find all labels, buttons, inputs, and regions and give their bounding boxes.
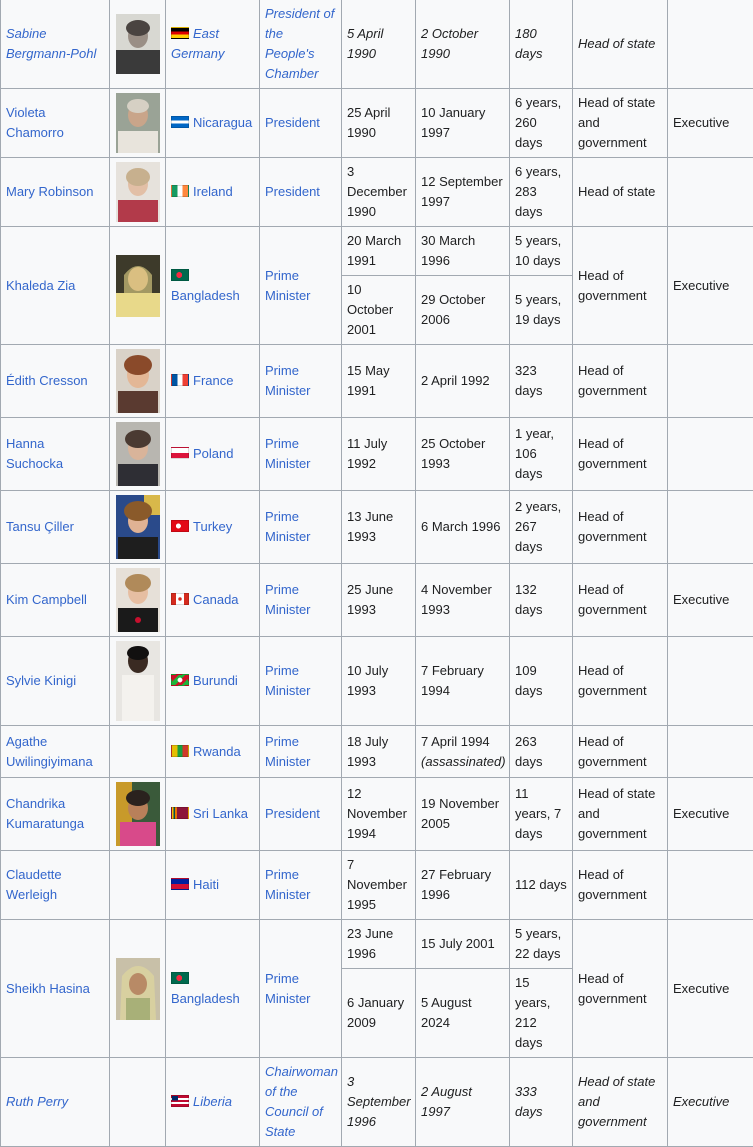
office-cell[interactable] — [260, 778, 342, 851]
office-cell[interactable] — [260, 89, 342, 158]
term-start-cell: 15 May 1991 — [342, 345, 416, 418]
bangladesh-flag-icon — [171, 269, 189, 281]
table-row — [1, 418, 753, 491]
table-row — [1, 491, 753, 564]
leader-name-cell[interactable] — [1, 726, 110, 778]
office-link[interactable]: President of the People's Chamber — [265, 6, 334, 81]
leader-name-link[interactable]: Hanna Suchocka — [6, 436, 63, 471]
leader-name-cell[interactable] — [1, 564, 110, 637]
portrait-cell — [110, 726, 166, 778]
ireland-flag-icon — [171, 185, 189, 197]
term-end-cell: 5 August 2024 — [416, 969, 510, 1058]
office-cell[interactable] — [260, 227, 342, 345]
leader-name-cell[interactable] — [1, 491, 110, 564]
term-start-cell: 10 October 2001 — [342, 276, 416, 345]
term-duration-cell: 6 years, 283 days — [510, 158, 573, 227]
term-end-cell — [416, 726, 510, 778]
country-link[interactable]: Canada — [193, 592, 239, 607]
table-row — [1, 89, 753, 158]
term-duration-cell: 180 days — [510, 0, 573, 89]
term-start-cell: 12 November 1994 — [342, 778, 416, 851]
leader-name-link[interactable]: Tansu Çiller — [6, 519, 74, 534]
term-duration-cell: 263 days — [510, 726, 573, 778]
term-duration-cell: 5 years, 19 days — [510, 276, 573, 345]
portrait-cell — [110, 920, 166, 1058]
office-cell[interactable] — [260, 564, 342, 637]
poland-flag-icon — [171, 447, 189, 459]
leader-name-link[interactable]: Violeta Chamorro — [6, 105, 64, 140]
term-end-cell: 6 March 1996 — [416, 491, 510, 564]
power-cell — [668, 345, 753, 418]
leader-name-link[interactable]: Claudette Werleigh — [6, 867, 62, 902]
portrait-image[interactable] — [116, 958, 160, 1020]
country-cell[interactable] — [166, 227, 260, 345]
term-start-cell: 13 June 1993 — [342, 491, 416, 564]
portrait-image[interactable] — [116, 349, 160, 413]
leader-name-cell[interactable] — [1, 89, 110, 158]
country-link[interactable]: Ireland — [193, 184, 233, 199]
france-flag-icon — [171, 374, 189, 386]
term-end-cell: 25 October 1993 — [416, 418, 510, 491]
office-link[interactable]: Prime Minister — [265, 509, 311, 544]
leader-name-cell[interactable] — [1, 920, 110, 1058]
nicaragua-flag-icon — [171, 116, 189, 128]
term-end-cell: 12 September 1997 — [416, 158, 510, 227]
turkey-flag-icon — [171, 520, 189, 532]
portrait-cell — [110, 1058, 166, 1147]
table-row — [1, 726, 753, 778]
term-start-cell: 20 March 1991 — [342, 227, 416, 276]
role-cell: Head of state — [573, 158, 668, 227]
term-start-cell: 23 June 1996 — [342, 920, 416, 969]
term-duration-cell: 5 years, 22 days — [510, 920, 573, 969]
portrait-image[interactable] — [116, 782, 160, 846]
term-end-cell: 29 October 2006 — [416, 276, 510, 345]
burundi-flag-icon — [171, 674, 189, 686]
power-cell — [668, 726, 753, 778]
office-cell[interactable] — [260, 920, 342, 1058]
country-link[interactable]: Liberia — [193, 1094, 232, 1109]
role-cell: Head of state — [573, 0, 668, 89]
leader-name-cell[interactable] — [1, 778, 110, 851]
role-cell: Head of government — [573, 637, 668, 726]
office-link[interactable]: President — [265, 115, 320, 130]
portrait-cell — [110, 851, 166, 920]
country-link[interactable]: Bangladesh — [171, 991, 240, 1006]
leader-name-cell[interactable] — [1, 158, 110, 227]
term-start-cell: 7 November 1995 — [342, 851, 416, 920]
power-cell — [668, 491, 753, 564]
leader-name-link[interactable]: Agathe Uwilingiyimana — [6, 734, 93, 769]
term-start-cell: 18 July 1993 — [342, 726, 416, 778]
country-cell[interactable] — [166, 637, 260, 726]
office-cell[interactable] — [260, 0, 342, 89]
table-row — [1, 345, 753, 418]
bangladesh-flag-icon — [171, 972, 189, 984]
leader-name-cell[interactable] — [1, 0, 110, 89]
portrait-cell — [110, 0, 166, 89]
term-duration-cell: 5 years, 10 days — [510, 227, 573, 276]
role-cell: Head of state and government — [573, 1058, 668, 1147]
term-end-cell: 4 November 1993 — [416, 564, 510, 637]
portrait-image[interactable] — [116, 422, 160, 486]
term-end-cell: 7 February 1994 — [416, 637, 510, 726]
leader-name-cell[interactable] — [1, 345, 110, 418]
leader-name-link[interactable]: Mary Robinson — [6, 184, 93, 199]
office-cell[interactable] — [260, 726, 342, 778]
term-start-cell: 3 September 1996 — [342, 1058, 416, 1147]
table-row — [1, 564, 753, 637]
power-cell — [668, 851, 753, 920]
leader-name-cell[interactable] — [1, 851, 110, 920]
office-link[interactable]: President — [265, 806, 320, 821]
country-link[interactable]: Turkey — [193, 519, 232, 534]
power-cell — [668, 418, 753, 491]
country-link[interactable]: East Germany — [171, 26, 224, 61]
term-duration-cell: 112 days — [510, 851, 573, 920]
power-cell: Executive — [668, 920, 753, 1058]
leader-name-cell[interactable] — [1, 637, 110, 726]
role-cell: Head of government — [573, 491, 668, 564]
leader-name-cell[interactable] — [1, 1058, 110, 1147]
country-cell[interactable] — [166, 345, 260, 418]
term-end-cell: 30 March 1996 — [416, 227, 510, 276]
term-duration-cell: 1 year, 106 days — [510, 418, 573, 491]
power-cell: Executive — [668, 778, 753, 851]
portrait-cell — [110, 637, 166, 726]
role-cell: Head of government — [573, 227, 668, 345]
portrait-cell — [110, 778, 166, 851]
office-link[interactable]: Prime Minister — [265, 363, 311, 398]
country-cell[interactable] — [166, 851, 260, 920]
office-cell[interactable] — [260, 418, 342, 491]
office-cell[interactable] — [260, 491, 342, 564]
country-cell[interactable] — [166, 89, 260, 158]
leader-name-link[interactable]: Kim Campbell — [6, 592, 87, 607]
leader-name-cell[interactable] — [1, 227, 110, 345]
role-cell: Head of government — [573, 345, 668, 418]
role-cell: Head of government — [573, 726, 668, 778]
power-cell: Executive — [668, 564, 753, 637]
country-cell[interactable] — [166, 1058, 260, 1147]
office-link[interactable]: Prime Minister — [265, 734, 311, 769]
leader-name-link[interactable]: Édith Cresson — [6, 373, 88, 388]
sri-lanka-flag-icon — [171, 807, 189, 819]
table-row — [1, 637, 753, 726]
country-cell[interactable] — [166, 726, 260, 778]
portrait-cell — [110, 345, 166, 418]
leader-name-link[interactable]: Ruth Perry — [6, 1094, 68, 1109]
portrait-image[interactable] — [116, 162, 160, 222]
leader-name-link[interactable]: Sylvie Kinigi — [6, 673, 76, 688]
country-cell[interactable] — [166, 0, 260, 89]
term-duration-cell: 6 years, 260 days — [510, 89, 573, 158]
table-row — [1, 158, 753, 227]
portrait-cell — [110, 227, 166, 345]
role-cell: Head of government — [573, 564, 668, 637]
term-end-date: 7 April 1994 — [421, 734, 490, 749]
role-cell: Head of government — [573, 418, 668, 491]
office-cell[interactable] — [260, 345, 342, 418]
portrait-image[interactable] — [116, 495, 160, 559]
table-row — [1, 0, 753, 89]
term-duration-cell: 11 years, 7 days — [510, 778, 573, 851]
haiti-flag-icon — [171, 878, 189, 890]
term-start-cell: 25 April 1990 — [342, 89, 416, 158]
portrait-cell — [110, 564, 166, 637]
portrait-image[interactable] — [116, 641, 160, 721]
office-link[interactable]: Prime Minister — [265, 582, 311, 617]
country-link[interactable]: Bangladesh — [171, 288, 240, 303]
country-cell[interactable] — [166, 418, 260, 491]
term-start-cell: 6 January 2009 — [342, 969, 416, 1058]
office-link[interactable]: Chairwoman of the Council of State — [265, 1064, 338, 1139]
portrait-cell — [110, 89, 166, 158]
east-germany-flag-icon — [171, 27, 189, 39]
country-link[interactable]: Rwanda — [193, 744, 241, 759]
office-link[interactable]: Prime Minister — [265, 663, 311, 698]
table-row — [1, 1058, 753, 1147]
term-end-cell: 19 November 2005 — [416, 778, 510, 851]
term-start-cell: 11 July 1992 — [342, 418, 416, 491]
term-end-cell: 27 February 1996 — [416, 851, 510, 920]
table-row — [1, 227, 753, 276]
role-cell: Head of government — [573, 851, 668, 920]
portrait-cell — [110, 158, 166, 227]
country-cell[interactable] — [166, 491, 260, 564]
term-duration-cell: 132 days — [510, 564, 573, 637]
power-cell — [668, 158, 753, 227]
term-end-cell: 10 January 1997 — [416, 89, 510, 158]
power-cell — [668, 637, 753, 726]
country-cell[interactable] — [166, 778, 260, 851]
office-link[interactable]: Prime Minister — [265, 436, 311, 471]
office-cell[interactable] — [260, 158, 342, 227]
leader-name-link[interactable]: Sheikh Hasina — [6, 981, 90, 996]
office-link[interactable]: Prime Minister — [265, 268, 311, 303]
office-cell[interactable] — [260, 637, 342, 726]
leader-name-link[interactable]: Chandrika Kumaratunga — [6, 796, 84, 831]
portrait-cell — [110, 491, 166, 564]
country-link[interactable]: Haiti — [193, 877, 219, 892]
portrait-image[interactable] — [116, 255, 160, 317]
power-cell — [668, 0, 753, 89]
role-cell: Head of government — [573, 920, 668, 1058]
term-duration-cell: 333 days — [510, 1058, 573, 1147]
portrait-cell — [110, 418, 166, 491]
leader-name-link[interactable]: Sabine Bergmann-Pohl — [6, 26, 96, 61]
portrait-image[interactable] — [116, 93, 160, 153]
power-cell: Executive — [668, 1058, 753, 1147]
term-end-note: (assassinated) — [421, 754, 506, 769]
canada-flag-icon — [171, 593, 189, 605]
term-end-cell: 2 October 1990 — [416, 0, 510, 89]
term-end-cell: 2 August 1997 — [416, 1058, 510, 1147]
term-duration-cell: 323 days — [510, 345, 573, 418]
power-cell: Executive — [668, 227, 753, 345]
term-start-cell: 3 December 1990 — [342, 158, 416, 227]
term-duration-cell: 2 years, 267 days — [510, 491, 573, 564]
table-row — [1, 920, 753, 969]
power-cell: Executive — [668, 89, 753, 158]
country-link[interactable]: Sri Lanka — [193, 806, 248, 821]
role-cell: Head of state and government — [573, 778, 668, 851]
country-link[interactable]: Nicaragua — [193, 115, 252, 130]
portrait-image[interactable] — [116, 14, 160, 74]
term-end-cell: 15 July 2001 — [416, 920, 510, 969]
country-cell[interactable] — [166, 158, 260, 227]
leader-name-link[interactable]: Khaleda Zia — [6, 278, 75, 293]
country-link[interactable]: Poland — [193, 446, 233, 461]
table-row — [1, 851, 753, 920]
term-start-cell: 5 April 1990 — [342, 0, 416, 89]
office-link[interactable]: Prime Minister — [265, 867, 311, 902]
office-cell[interactable] — [260, 851, 342, 920]
term-end-cell: 2 April 1992 — [416, 345, 510, 418]
term-duration-cell: 15 years, 212 days — [510, 969, 573, 1058]
role-cell: Head of state and government — [573, 89, 668, 158]
office-link[interactable]: Prime Minister — [265, 971, 311, 1006]
office-cell[interactable] — [260, 1058, 342, 1147]
country-link[interactable]: France — [193, 373, 233, 388]
office-link[interactable]: President — [265, 184, 320, 199]
rwanda-flag-icon — [171, 745, 189, 757]
term-duration-cell: 109 days — [510, 637, 573, 726]
term-start-cell: 25 June 1993 — [342, 564, 416, 637]
portrait-image[interactable] — [116, 568, 160, 632]
term-start-cell: 10 July 1993 — [342, 637, 416, 726]
country-cell[interactable] — [166, 564, 260, 637]
leader-name-cell[interactable] — [1, 418, 110, 491]
country-cell[interactable] — [166, 920, 260, 1058]
liberia-flag-icon — [171, 1095, 189, 1107]
country-link[interactable]: Burundi — [193, 673, 238, 688]
table-row — [1, 778, 753, 851]
